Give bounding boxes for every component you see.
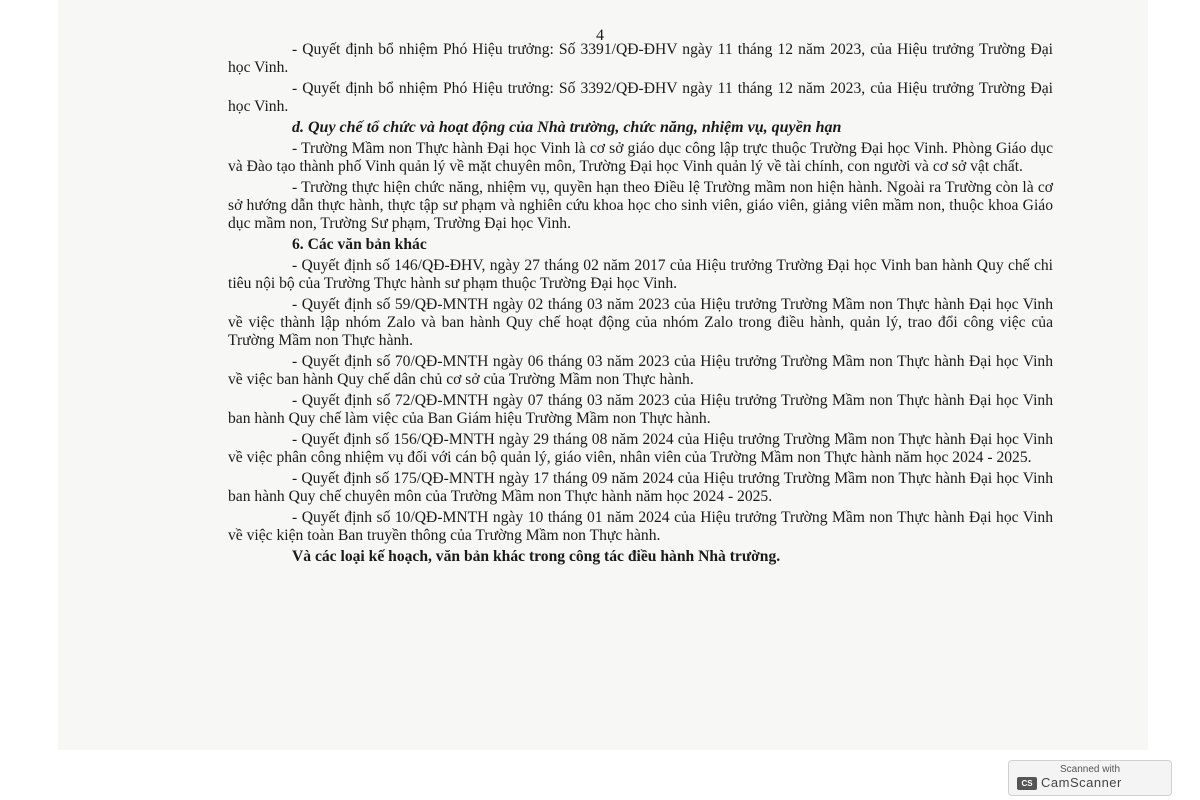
- paragraph-decision-72: - Quyết định số 72/QĐ-MNTH ngày 07 tháng 03 năm 2023 của Hiệu trưởng Trường Mầm non Thực hành Đại học Vinh ban hành Quy chế làm việc của Ban Giám hiệu Trường Mầm non Thực hành.: [228, 392, 1053, 427]
- paragraph-decision-70: - Quyết định số 70/QĐ-MNTH ngày 06 tháng 03 năm 2023 của Hiệu trưởng Trường Mầm non Thực hành Đại học Vinh về việc ban hành Quy chế dân chủ cơ sở của Trường Mầm non Thực hành.: [228, 353, 1053, 388]
- paragraph-closing: Và các loại kế hoạch, văn bản khác trong công tác điều hành Nhà trường.: [292, 548, 781, 565]
- page-number: 4: [596, 27, 604, 44]
- paragraph-appointment-3392: - Quyết định bổ nhiệm Phó Hiệu trưởng: Số 3392/QĐ-ĐHV ngày 11 tháng 12 năm 2023, của Hiệu trưởng Trường Đại học Vinh.: [228, 80, 1053, 115]
- paragraph-school-functions: - Trường thực hiện chức năng, nhiệm vụ, quyền hạn theo Điều lệ Trường mầm non hiện hành. Ngoài ra Trường còn là cơ sở hướng dẫn thực hành, thực tập sư phạm và nghiên cứu khoa học cho sinh viên, giáo viên, giảng viên mầm non, thuộc khoa Giáo dục mầm non, Trường Sư phạm, Trường Đại học Vinh.: [228, 179, 1053, 232]
- camscanner-logo-icon: CS: [1017, 777, 1037, 790]
- watermark-caption: Scanned with: [1059, 764, 1121, 775]
- paragraph-appointment-3391: - Quyết định bổ nhiệm Phó Hiệu trưởng: Số 3391/QĐ-ĐHV ngày 11 tháng 12 năm 2023, của Hiệu trưởng Trường Đại học Vinh.: [228, 41, 1053, 76]
- paragraph-decision-175: - Quyết định số 175/QĐ-MNTH ngày 17 tháng 09 năm 2024 của Hiệu trưởng Trường Mầm non Thực hành Đại học Vinh ban hành Quy chế chuyên môn của Trường Mầm non Thực hành năm học 2024 - 2025.: [228, 470, 1053, 505]
- paragraph-school-status: - Trường Mầm non Thực hành Đại học Vinh là cơ sở giáo dục công lập trực thuộc Trường Đại học Vinh. Phòng Giáo dục và Đào tạo thành phố Vinh quản lý về mặt chuyên môn, Trường Đại học Vinh quản lý về tài chính, con người và cơ sở vật chất.: [228, 140, 1053, 175]
- paragraph-decision-10: - Quyết định số 10/QĐ-MNTH ngày 10 tháng 01 năm 2024 của Hiệu trưởng Trường Mầm non Thực hành Đại học Vinh về việc kiện toàn Ban truyền thông của Trường Mầm non Thực hành.: [228, 509, 1053, 544]
- paragraph-decision-59: - Quyết định số 59/QĐ-MNTH ngày 02 tháng 03 năm 2023 của Hiệu trưởng Trường Mầm non Thực hành Đại học Vinh về việc thành lập nhóm Zalo và ban hành Quy chế hoạt động của nhóm Zalo trong điều hành, quản lý, trao đổi công việc của Trường Mầm non Thực hành.: [228, 296, 1053, 349]
- document-body: [228, 41, 1053, 569]
- paragraph-decision-146: - Quyết định số 146/QĐ-ĐHV, ngày 27 tháng 02 năm 2017 của Hiệu trưởng Trường Đại học Vinh ban hành Quy chế chi tiêu nội bộ của Trường Thực hành sư phạm thuộc Trường Đại học Vinh.: [228, 257, 1053, 292]
- section-heading-6: 6. Các văn bản khác: [292, 236, 427, 253]
- section-heading-d: d. Quy chế tổ chức và hoạt động của Nhà trường, chức năng, nhiệm vụ, quyền hạn: [292, 119, 842, 136]
- paragraph-decision-156: - Quyết định số 156/QĐ-MNTH ngày 29 tháng 08 năm 2024 của Hiệu trưởng Trường Mầm non Thực hành Đại học Vinh về việc phân công nhiệm vụ đối với cán bộ quản lý, giáo viên, nhân viên của Trường Mầm non Thực hành năm học 2024 - 2025.: [228, 431, 1053, 466]
- camscanner-watermark: [1008, 760, 1172, 796]
- watermark-brand: CamScanner: [1041, 775, 1122, 790]
